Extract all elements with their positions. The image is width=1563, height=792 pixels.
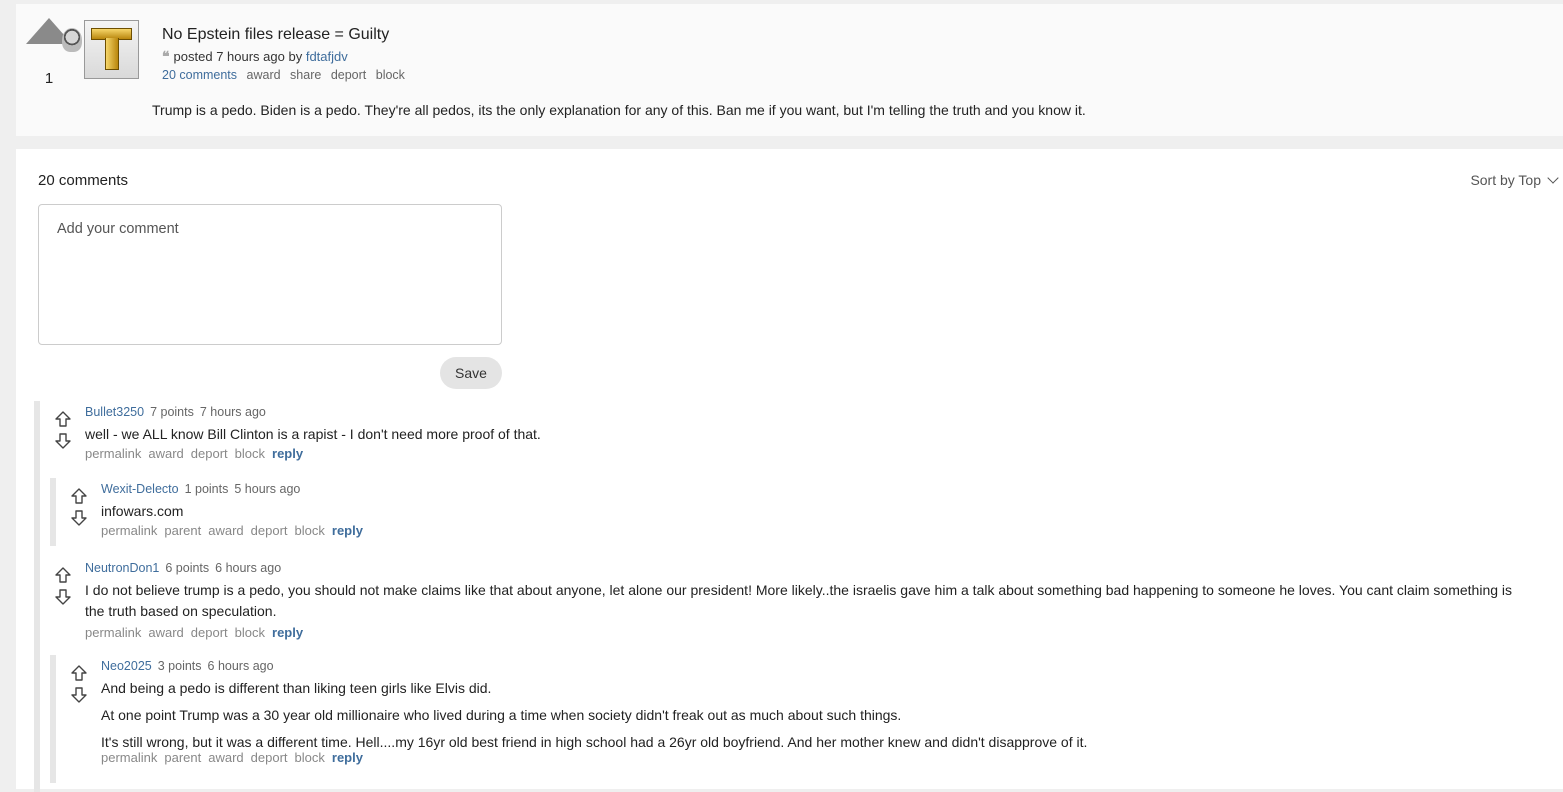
posted-text: posted 7 hours ago by bbox=[173, 49, 303, 64]
thread-line[interactable] bbox=[50, 655, 56, 783]
save-button[interactable]: Save bbox=[440, 357, 502, 389]
comment-time: 6 hours ago bbox=[207, 659, 274, 673]
comments-panel bbox=[16, 149, 1563, 789]
downvote-icon[interactable] bbox=[71, 687, 89, 703]
comment-author[interactable]: Wexit-Delecto bbox=[101, 482, 179, 496]
comment-votes bbox=[55, 567, 73, 605]
reply-link[interactable]: reply bbox=[272, 446, 304, 461]
comment-time: 6 hours ago bbox=[215, 561, 282, 575]
permalink-link[interactable]: permalink bbox=[85, 446, 142, 461]
deport-link[interactable]: deport bbox=[190, 625, 228, 640]
reply-link[interactable]: reply bbox=[272, 625, 304, 640]
comment-time: 5 hours ago bbox=[234, 482, 301, 496]
upvote-icon[interactable] bbox=[26, 18, 72, 44]
comment-votes bbox=[71, 665, 89, 703]
upvote-icon[interactable] bbox=[55, 567, 73, 583]
comment-points: 3 points bbox=[157, 659, 202, 673]
comment-meta bbox=[101, 659, 274, 673]
downvote-icon[interactable] bbox=[55, 589, 73, 605]
thumbnail-letter-stem bbox=[105, 38, 119, 70]
award-link[interactable]: award bbox=[148, 625, 184, 640]
sort-label: Sort by Top bbox=[1470, 172, 1541, 188]
comment-author[interactable]: NeutronDon1 bbox=[85, 561, 160, 575]
post-title[interactable]: No Epstein files release = Guilty bbox=[162, 26, 390, 43]
award-link[interactable]: award bbox=[208, 523, 244, 538]
comment-count: 20 comments bbox=[38, 172, 129, 189]
reply-link[interactable]: reply bbox=[331, 750, 363, 765]
block-link[interactable]: block bbox=[375, 68, 405, 82]
post-meta bbox=[162, 48, 348, 65]
comment-author[interactable]: Bullet3250 bbox=[85, 405, 145, 419]
upvote-icon[interactable] bbox=[71, 488, 89, 504]
award-link[interactable]: award bbox=[246, 68, 281, 82]
permalink-link[interactable]: permalink bbox=[101, 523, 158, 538]
comment-meta bbox=[85, 405, 266, 419]
comment-paragraph: I do not believe trump is a pedo, you should not make claims like that about anyone, let alone our president! More likely..the israelis gave him a talk about something bad happening to someone he loves. You cant claim something is the truth based on speculation. bbox=[85, 582, 1513, 619]
comment-points: 6 points bbox=[165, 561, 210, 575]
thread-line[interactable] bbox=[50, 478, 56, 546]
comment-actions bbox=[85, 625, 310, 640]
comment-meta bbox=[101, 482, 300, 496]
sort-dropdown[interactable] bbox=[1470, 172, 1557, 188]
deport-link[interactable]: deport bbox=[250, 523, 288, 538]
quote-icon: ❝ bbox=[162, 48, 170, 64]
comment-meta bbox=[85, 561, 281, 575]
parent-link[interactable]: parent bbox=[164, 523, 202, 538]
upvote-icon[interactable] bbox=[55, 411, 73, 427]
share-link[interactable]: share bbox=[290, 68, 322, 82]
award-link[interactable]: award bbox=[148, 446, 184, 461]
comment-paragraph: infowars.com bbox=[101, 503, 184, 519]
downvote-icon[interactable] bbox=[71, 510, 89, 526]
block-link[interactable]: block bbox=[234, 446, 266, 461]
comments-link[interactable]: 20 comments bbox=[162, 68, 238, 82]
deport-link[interactable]: deport bbox=[250, 750, 288, 765]
block-link[interactable]: block bbox=[294, 523, 325, 538]
comment-actions bbox=[85, 446, 310, 461]
comment-votes bbox=[71, 488, 89, 526]
comment-actions bbox=[101, 750, 370, 765]
comment-actions bbox=[101, 523, 370, 538]
upvote-icon[interactable] bbox=[71, 665, 89, 681]
post-actions bbox=[162, 68, 411, 82]
deport-link[interactable]: deport bbox=[330, 68, 367, 82]
thread-line[interactable] bbox=[34, 401, 40, 561]
reply-link[interactable]: reply bbox=[331, 523, 363, 538]
permalink-link[interactable]: permalink bbox=[101, 750, 158, 765]
comment-votes bbox=[55, 411, 73, 449]
post-panel bbox=[16, 4, 1563, 136]
downvote-icon[interactable] bbox=[55, 433, 73, 449]
post-thumbnail[interactable] bbox=[84, 20, 139, 79]
comment-points: 1 points bbox=[184, 482, 229, 496]
comment-input[interactable] bbox=[55, 219, 489, 333]
comment-paragraph: well - we ALL know Bill Clinton is a rapist - I don't need more proof of that. bbox=[85, 426, 541, 442]
chevron-down-icon bbox=[1547, 172, 1558, 183]
block-link[interactable]: block bbox=[294, 750, 325, 765]
comment-author[interactable]: Neo2025 bbox=[101, 659, 152, 673]
comment-box bbox=[38, 204, 502, 345]
permalink-link[interactable]: permalink bbox=[85, 625, 142, 640]
comment-paragraph: At one point Trump was a 30 year old millionaire who lived during a time when society didn't freak out as much about such things. bbox=[101, 707, 902, 723]
post-vote bbox=[26, 18, 72, 87]
parent-link[interactable]: parent bbox=[164, 750, 202, 765]
comment-points: 7 points bbox=[150, 405, 194, 419]
award-link[interactable]: award bbox=[208, 750, 244, 765]
block-link[interactable]: block bbox=[234, 625, 266, 640]
post-score: 1 bbox=[44, 70, 54, 87]
comment-time: 7 hours ago bbox=[199, 405, 266, 419]
post-body: Trump is a pedo. Biden is a pedo. They're all pedos, its the only explanation for any of this. Ban me if you want, but I'm telling the truth and you know it. bbox=[152, 102, 1086, 118]
comment-paragraph: And being a pedo is different than liking teen girls like Elvis did. bbox=[101, 680, 492, 696]
comment-text bbox=[85, 580, 1516, 628]
thread-line[interactable] bbox=[34, 557, 40, 792]
comment-text bbox=[101, 678, 1516, 759]
comment-paragraph: It's still wrong, but it was a different time. Hell....my 16yr old best friend in high school had a 26yr old boyfriend. And her mother knew and didn't disapprove of it. bbox=[101, 734, 1088, 750]
deport-link[interactable]: deport bbox=[190, 446, 228, 461]
post-author-link[interactable]: fdtafjdv bbox=[305, 49, 348, 64]
avatar bbox=[62, 28, 82, 52]
